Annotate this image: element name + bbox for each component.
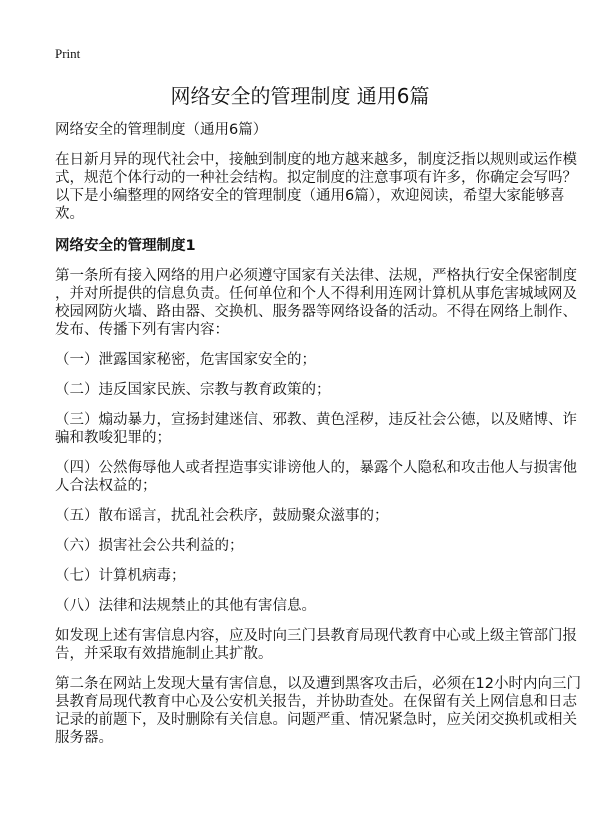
section-heading: 网络安全的管理制度1	[55, 238, 196, 254]
text-line: 在日新月异的现代社会中，接触到制度的地方越来越多，制度泛指以规则或运作模	[55, 152, 577, 168]
print-link[interactable]: Print	[55, 46, 81, 61]
subtitle-text: 网络安全的管理制度（通用6篇）	[55, 122, 268, 138]
text-line: （一）泄露国家秘密，危害国家安全的；	[55, 352, 316, 368]
text-line: 第二条在网站上发现大量有害信息，以及遭到黑客攻击后，必须在12小时内向三门	[55, 676, 581, 692]
text-line: 发布、传播下列有害内容：	[55, 322, 229, 338]
list-item	[55, 597, 555, 615]
list-item	[55, 381, 555, 399]
article-1	[55, 267, 577, 339]
text-line: 告，并采取有效措施制止其扩散。	[55, 646, 273, 662]
intro-paragraph	[55, 151, 577, 223]
text-line: 记录的前题下，及时删除有关信息。问题严重、情况紧急时，应关闭交换机或相关	[55, 712, 577, 728]
document-body	[55, 121, 581, 759]
list-item	[55, 507, 555, 525]
text-line: 人合法权益的；	[55, 478, 157, 494]
list-item	[55, 567, 555, 585]
text-line: 骗和教唆犯罪的；	[55, 430, 171, 446]
text-line: 县教育局现代教育中心及公安机关报告，并协助查处。在保留有关上网信息和日志	[55, 694, 577, 710]
text-line: 校园网防火墙、路由器、交换机、服务器等网络设备的活动。不得在网络上制作、	[55, 304, 577, 320]
text-line: （六）损害社会公共利益的；	[55, 538, 244, 554]
list-item	[55, 411, 577, 447]
text-line: 欢。	[55, 206, 84, 222]
text-line: （五）散布谣言，扰乱社会秩序，鼓励聚众滋事的；	[55, 508, 389, 524]
list-item	[55, 459, 577, 495]
text-line: 式，规范个体行动的一种社会结构。拟定制度的注意事项有许多，你确定会写吗？	[55, 170, 577, 186]
text-line: （八）法律和法规禁止的其他有害信息。	[55, 598, 316, 614]
list-item	[55, 537, 555, 555]
report-paragraph	[55, 627, 577, 663]
text-line: 第一条所有接入网络的用户必须遵守国家有关法律、法规，严格执行安全保密制度	[55, 268, 577, 284]
text-line: 如发现上述有害信息内容，应及时向三门县教育局现代教育中心或上级主管部门报	[55, 628, 577, 644]
text-line: ，并对所提供的信息负责。任何单位和个人不得利用连网计算机从事危害城域网及	[55, 286, 577, 302]
text-line: （三）煽动暴力，宣扬封建迷信、邪教、黄色淫秽，违反社会公德，以及赌博、诈	[55, 412, 577, 428]
text-line: （七）计算机病毒；	[55, 568, 186, 584]
prohibited-items-list	[55, 351, 577, 615]
text-line: 服务器。	[55, 730, 113, 746]
page-title: 网络安全的管理制度 通用6篇	[170, 84, 430, 108]
text-line: 以下是小编整理的网络安全的管理制度（通用6篇），欢迎阅读，希望大家能够喜	[55, 188, 565, 204]
text-line: （四）公然侮辱他人或者捏造事实诽谤他人的，暴露个人隐私和攻击他人与损害他	[55, 460, 577, 476]
subtitle	[55, 121, 555, 139]
article-2	[55, 675, 581, 747]
text-line: （二）违反国家民族、宗教与教育政策的；	[55, 382, 331, 398]
list-item	[55, 351, 555, 369]
